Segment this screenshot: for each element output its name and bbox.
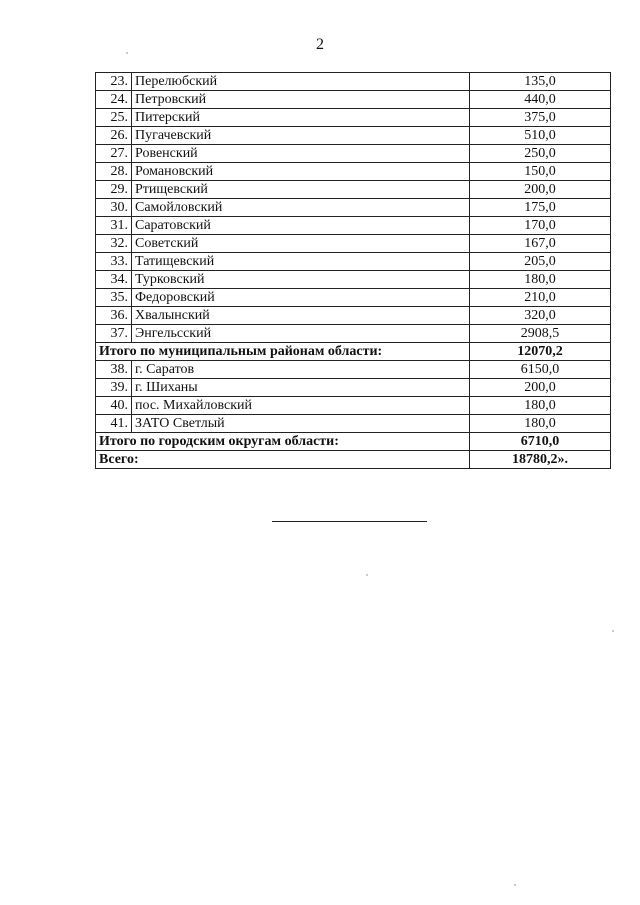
row-number: 30. [96,199,132,217]
table-row [96,109,611,127]
table-row [96,127,611,145]
row-value: 6150,0 [470,361,611,379]
row-number: 39. [96,379,132,397]
table-row [96,253,611,271]
allocation-table [95,72,611,469]
row-name: Федоровский [132,289,470,307]
scan-speck [514,884,516,886]
row-value: 180,0 [470,397,611,415]
table-row [96,181,611,199]
table-row [96,199,611,217]
city-rows [96,361,611,433]
row-number: 41. [96,415,132,433]
row-name: Турковский [132,271,470,289]
row-name: пос. Михайловский [132,397,470,415]
row-number: 27. [96,145,132,163]
row-number: 36. [96,307,132,325]
subtotal-districts-label: Итого по муниципальным районам области: [96,343,470,361]
page-number: 2 [316,36,324,53]
row-number: 40. [96,397,132,415]
row-number: 37. [96,325,132,343]
row-number: 32. [96,235,132,253]
row-value: 510,0 [470,127,611,145]
row-value: 170,0 [470,217,611,235]
row-name: г. Саратов [132,361,470,379]
table-row [96,271,611,289]
subtotal-districts-row [96,343,611,361]
table-row [96,163,611,181]
row-value: 167,0 [470,235,611,253]
row-name: Ртищевский [132,181,470,199]
row-value: 150,0 [470,163,611,181]
row-value: 200,0 [470,379,611,397]
row-value: 135,0 [470,73,611,91]
table-row [96,379,611,397]
row-name: Советский [132,235,470,253]
scan-speck [366,574,368,576]
row-name: Татищевский [132,253,470,271]
table-row [96,91,611,109]
closing-divider [272,521,427,522]
row-value: 440,0 [470,91,611,109]
row-name: Питерский [132,109,470,127]
row-value: 180,0 [470,415,611,433]
row-number: 38. [96,361,132,379]
row-value: 375,0 [470,109,611,127]
table-row [96,415,611,433]
row-name: г. Шиханы [132,379,470,397]
scan-speck [612,630,614,632]
table-row [96,73,611,91]
row-value: 320,0 [470,307,611,325]
table-row [96,235,611,253]
row-value: 175,0 [470,199,611,217]
row-name: Петровский [132,91,470,109]
row-value: 250,0 [470,145,611,163]
table-row [96,397,611,415]
table-row [96,145,611,163]
row-number: 23. [96,73,132,91]
table-row [96,325,611,343]
row-number: 28. [96,163,132,181]
table-row [96,289,611,307]
row-number: 34. [96,271,132,289]
row-name: Саратовский [132,217,470,235]
row-name: Хвалынский [132,307,470,325]
row-number: 25. [96,109,132,127]
row-name: Пугачевский [132,127,470,145]
row-value: 210,0 [470,289,611,307]
table-row [96,217,611,235]
row-name: Романовский [132,163,470,181]
row-number: 26. [96,127,132,145]
table-row [96,307,611,325]
row-value: 200,0 [470,181,611,199]
district-rows [96,73,611,343]
row-name: Перелюбский [132,73,470,91]
row-value: 2908,5 [470,325,611,343]
row-number: 24. [96,91,132,109]
row-name: ЗАТО Светлый [132,415,470,433]
subtotal-cities-value: 6710,0 [470,433,611,451]
subtotal-cities-row [96,433,611,451]
row-name: Энгельсский [132,325,470,343]
row-name: Самойловский [132,199,470,217]
scan-speck [126,52,128,54]
subtotal-districts-value: 12070,2 [470,343,611,361]
grand-total-label: Всего: [96,451,470,469]
row-name: Ровенский [132,145,470,163]
grand-total-value: 18780,2». [470,451,611,469]
row-value: 205,0 [470,253,611,271]
subtotal-cities-label: Итого по городским округам области: [96,433,470,451]
row-value: 180,0 [470,271,611,289]
row-number: 35. [96,289,132,307]
table-row [96,361,611,379]
grand-total-row [96,451,611,469]
row-number: 29. [96,181,132,199]
row-number: 33. [96,253,132,271]
row-number: 31. [96,217,132,235]
